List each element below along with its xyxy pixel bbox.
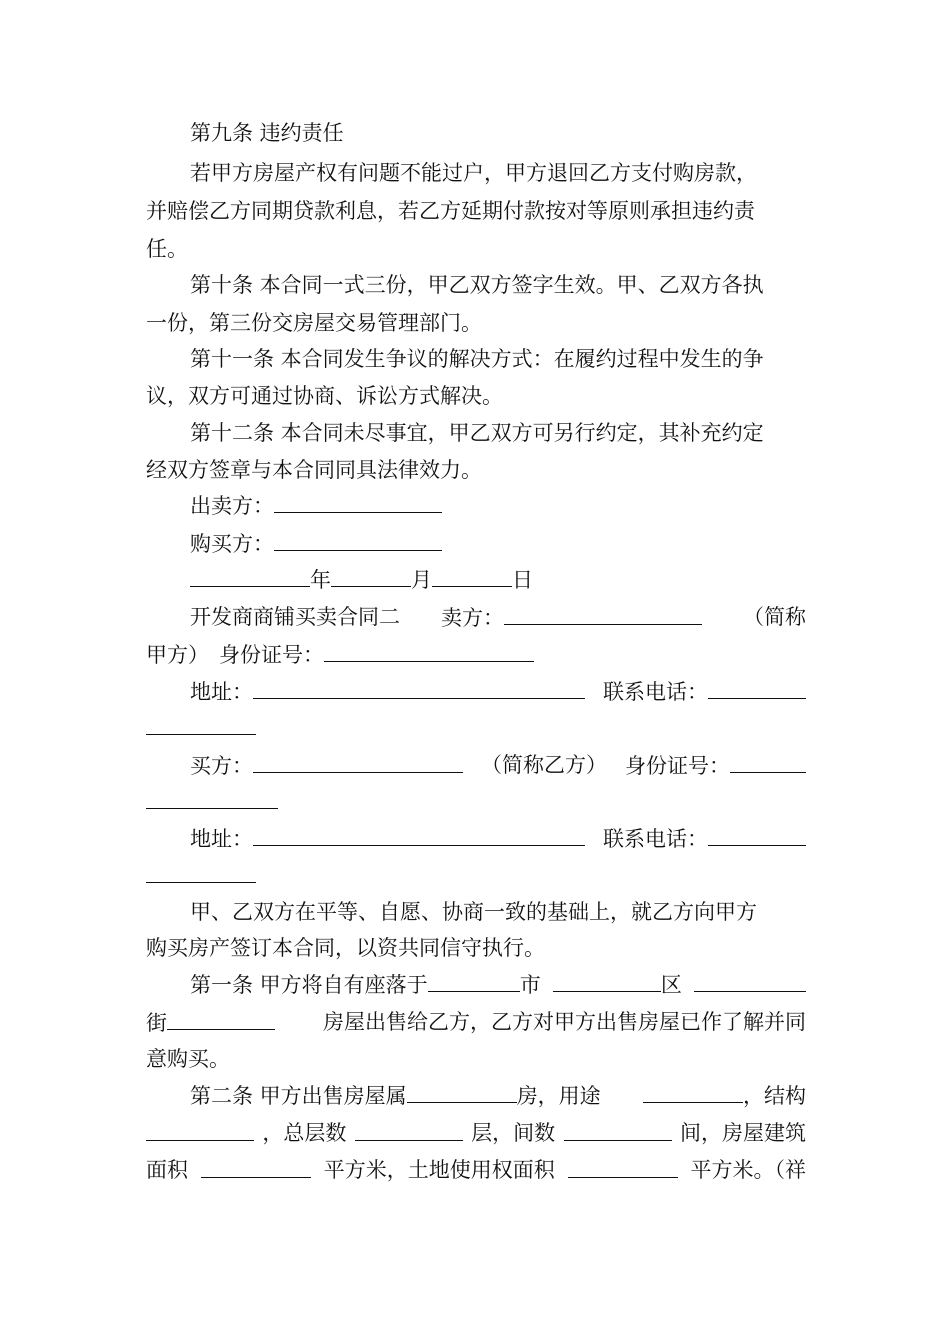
article-1-city-group <box>190 969 541 999</box>
article-9-heading: 第九条 违约责任 <box>190 121 344 145</box>
seller-address-line <box>190 676 806 706</box>
article-11-line-1: 第十一条 本合同发生争议的解决方式：在履约过程中发生的争 <box>190 347 764 371</box>
contract-2-title-line <box>190 602 806 632</box>
street-number-blank[interactable] <box>167 1007 275 1030</box>
buyer-line <box>190 750 806 780</box>
seller-phone-label: 联系电话： <box>603 680 708 704</box>
sqm-label-2: 平方米。（祥 <box>690 1158 806 1182</box>
abbr-a-close: 甲方） <box>146 643 209 667</box>
buyer-id-label: 身份证号： <box>625 754 730 778</box>
buyer-id-blank-2[interactable] <box>146 786 278 809</box>
article-2-type-group <box>190 1080 601 1110</box>
floors-blank[interactable] <box>355 1118 463 1141</box>
seller-name-blank[interactable] <box>504 602 702 625</box>
rooms-label: 间，房屋建筑 <box>679 1121 806 1145</box>
seller-address-label: 地址： <box>190 680 253 704</box>
seller-signature-label: 出卖方： <box>190 494 274 518</box>
buyer-phone-label: 联系电话： <box>603 827 708 851</box>
abbr-b: （简称乙方） <box>481 753 607 777</box>
article-10-line-1: 第十条 本合同一式三份，甲乙双方签字生效。甲、乙双方各执 <box>190 273 764 297</box>
article-1-line-1 <box>190 969 806 999</box>
buyer-address-label: 地址： <box>190 827 253 851</box>
structure-label: ，结构 <box>743 1084 806 1108</box>
article-12-line-2: 经双方签章与本合同同具法律效力。 <box>146 458 482 482</box>
article-1-prefix: 第一条 甲方将自有座落于 <box>190 973 428 997</box>
article-1-district-group <box>553 969 682 999</box>
article-11-line-2: 议，双方可通过协商、诉讼方式解决。 <box>146 384 503 408</box>
seller-address-field <box>190 676 585 706</box>
article-2-line-3 <box>146 1155 806 1185</box>
seller-signature-line <box>190 490 806 520</box>
article-1-line-2 <box>146 1007 806 1037</box>
seller-phone-blank[interactable] <box>708 676 806 699</box>
layer-label: 层，间数 <box>471 1121 556 1145</box>
seller-id-label: 身份证号： <box>219 643 324 667</box>
buyer-label: 买方： <box>190 754 253 778</box>
land-area-blank[interactable] <box>568 1155 678 1178</box>
seller-label: 卖方： <box>441 606 504 630</box>
seller-id-line <box>146 639 806 669</box>
sqm-label-1: 平方米，土地使用权面积 <box>323 1158 555 1182</box>
intro-line-2: 购买房产签订本合同，以资共同信守执行。 <box>146 936 545 960</box>
buyer-signature-line <box>190 528 806 558</box>
street-label: 街 <box>146 1011 167 1035</box>
buyer-id-blank[interactable] <box>730 750 806 773</box>
seller-address-blank[interactable] <box>253 676 585 699</box>
buyer-name-blank[interactable] <box>253 750 463 773</box>
seller-field <box>441 602 702 632</box>
article-2-line-1 <box>190 1080 806 1110</box>
buyer-phone-field <box>603 823 806 853</box>
city-blank[interactable] <box>428 969 520 992</box>
buyer-signature-blank[interactable] <box>274 528 442 551</box>
article-12-line-1: 第十二条 本合同未尽事宜，甲乙双方可另行约定，其补充约定 <box>190 421 764 445</box>
street-blank[interactable] <box>694 969 806 992</box>
buyer-signature-label: 购买方： <box>190 532 274 556</box>
seller-id-blank[interactable] <box>324 639 534 662</box>
year-blank[interactable] <box>190 564 310 587</box>
buyer-phone-continued <box>146 860 806 890</box>
building-area-blank[interactable] <box>201 1155 311 1178</box>
buyer-phone-blank-2[interactable] <box>146 860 256 883</box>
article-9-line-1: 若甲方房屋产权有问题不能过户，甲方退回乙方支付购房款， <box>190 161 757 185</box>
day-blank[interactable] <box>432 564 512 587</box>
buyer-phone-blank[interactable] <box>708 823 806 846</box>
buyer-address-line <box>190 823 806 853</box>
seller-signature-blank[interactable] <box>274 490 442 513</box>
article-10-line-2: 一份，第三份交房屋交易管理部门。 <box>146 311 482 335</box>
year-label: 年 <box>310 568 331 592</box>
house-label: 房，用途 <box>516 1084 601 1108</box>
intro-line-1: 甲、乙双方在平等、自愿、协商一致的基础上，就乙方向甲方 <box>190 900 757 924</box>
signature-date-line <box>190 564 806 594</box>
article-2-usage-group <box>643 1080 806 1110</box>
buyer-field <box>190 750 463 780</box>
month-label: 月 <box>411 568 432 592</box>
article-2-prefix: 第二条 甲方出售房屋属 <box>190 1084 407 1108</box>
seller-phone-field <box>603 676 806 706</box>
article-1-rest: 房屋出售给乙方，乙方对甲方出售房屋已作了解并同 <box>323 1010 806 1034</box>
usage-blank[interactable] <box>643 1080 743 1103</box>
article-1-line-3: 意购买。 <box>146 1047 230 1071</box>
city-label: 市 <box>519 973 541 997</box>
buyer-address-field <box>190 823 585 853</box>
contract-2-title: 开发商商铺买卖合同二 <box>190 605 400 629</box>
article-9-line-3: 任。 <box>146 237 188 261</box>
day-label: 日 <box>512 568 533 592</box>
seller-phone-continued <box>146 712 806 742</box>
seller-phone-blank-2[interactable] <box>146 712 256 735</box>
rooms-blank[interactable] <box>564 1118 672 1141</box>
buyer-address-blank[interactable] <box>253 823 585 846</box>
article-9-line-2: 并赔偿乙方同期贷款利息，若乙方延期付款按对等原则承担违约责 <box>146 199 755 223</box>
buyer-id-field <box>625 750 806 780</box>
floors-label: ，总层数 <box>262 1121 347 1145</box>
area-label: 面积 <box>146 1158 188 1182</box>
district-label: 区 <box>660 973 682 997</box>
abbr-a-open: （简称 <box>743 605 806 629</box>
district-blank[interactable] <box>553 969 661 992</box>
structure-blank[interactable] <box>146 1118 254 1141</box>
article-1-street-group <box>146 1007 275 1037</box>
house-type-blank[interactable] <box>407 1080 517 1103</box>
buyer-id-continued <box>146 786 806 816</box>
month-blank[interactable] <box>331 564 411 587</box>
article-2-line-2 <box>146 1118 806 1148</box>
